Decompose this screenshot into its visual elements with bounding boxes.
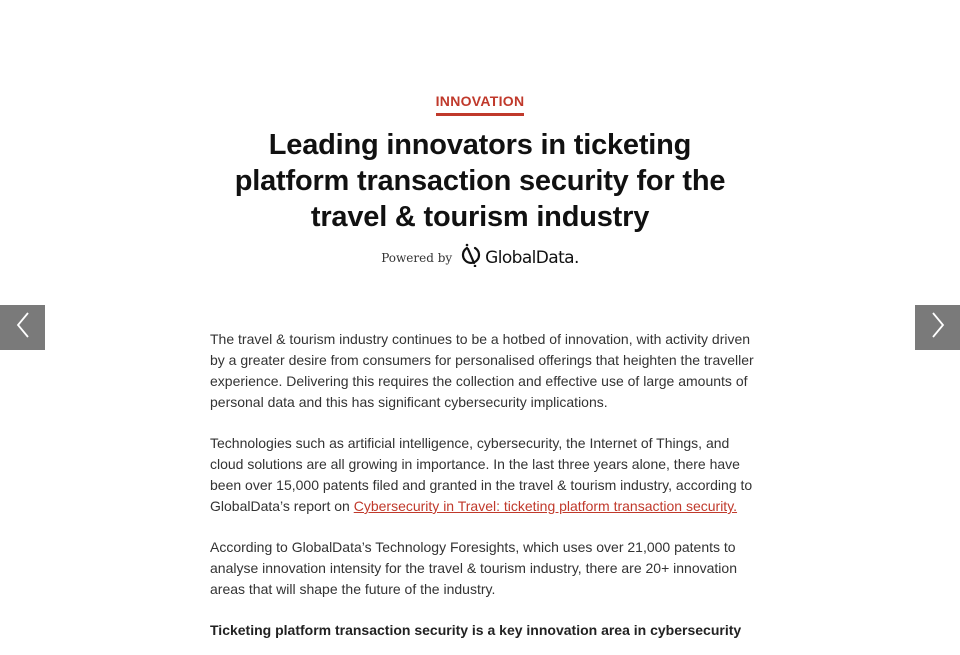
- globaldata-logo-icon: [460, 243, 482, 272]
- paragraph-1-text: The travel & tourism industry continues to be a hotbed of innovation, with activity driven by a greater desire from consumers for personalised offerings that heighten the traveller experience. Delivering this requires the collection and effective use of large amounts of personal data and this has significant cybersecurity implications.: [210, 331, 754, 410]
- globaldata-logo-text: GlobalData.: [485, 247, 579, 268]
- chevron-left-icon: [15, 311, 31, 344]
- powered-by: [0, 243, 960, 272]
- paragraph-2-text: Technologies such as artificial intelligence, cybersecurity, the Internet of Things, and cloud solutions are all growing in importance. In the last three years alone, there have been over 15,000 patents filed and granted in the travel & tourism industry, according to GlobalData’s report on: [210, 435, 753, 514]
- globaldata-logo[interactable]: [460, 243, 579, 272]
- category-tag[interactable]: INNOVATION: [436, 93, 525, 116]
- chevron-right-icon: [930, 311, 946, 344]
- article-body: [210, 329, 755, 641]
- paragraph-3-text: According to GlobalData’s Technology Foresights, which uses over 21,000 patents to analyse innovation intensity for the travel & tourism industry, there are 20+ innovation areas that will shape the future of the industry.: [210, 539, 737, 597]
- section-subheading: Ticketing platform transaction security is a key innovation area in cybersecurity: [210, 622, 742, 638]
- article-title: Leading innovators in ticketing platform transaction security for the travel & tourism industry: [234, 129, 726, 233]
- previous-button[interactable]: [0, 305, 45, 350]
- report-link[interactable]: Cybersecurity in Travel: ticketing platform transaction security.: [353, 498, 738, 514]
- paragraph-2: [210, 433, 755, 517]
- powered-by-label: Powered by: [381, 250, 453, 265]
- category-container: [0, 93, 960, 116]
- paragraph-3: [210, 537, 755, 600]
- next-button[interactable]: [915, 305, 960, 350]
- paragraph-1: [210, 329, 755, 413]
